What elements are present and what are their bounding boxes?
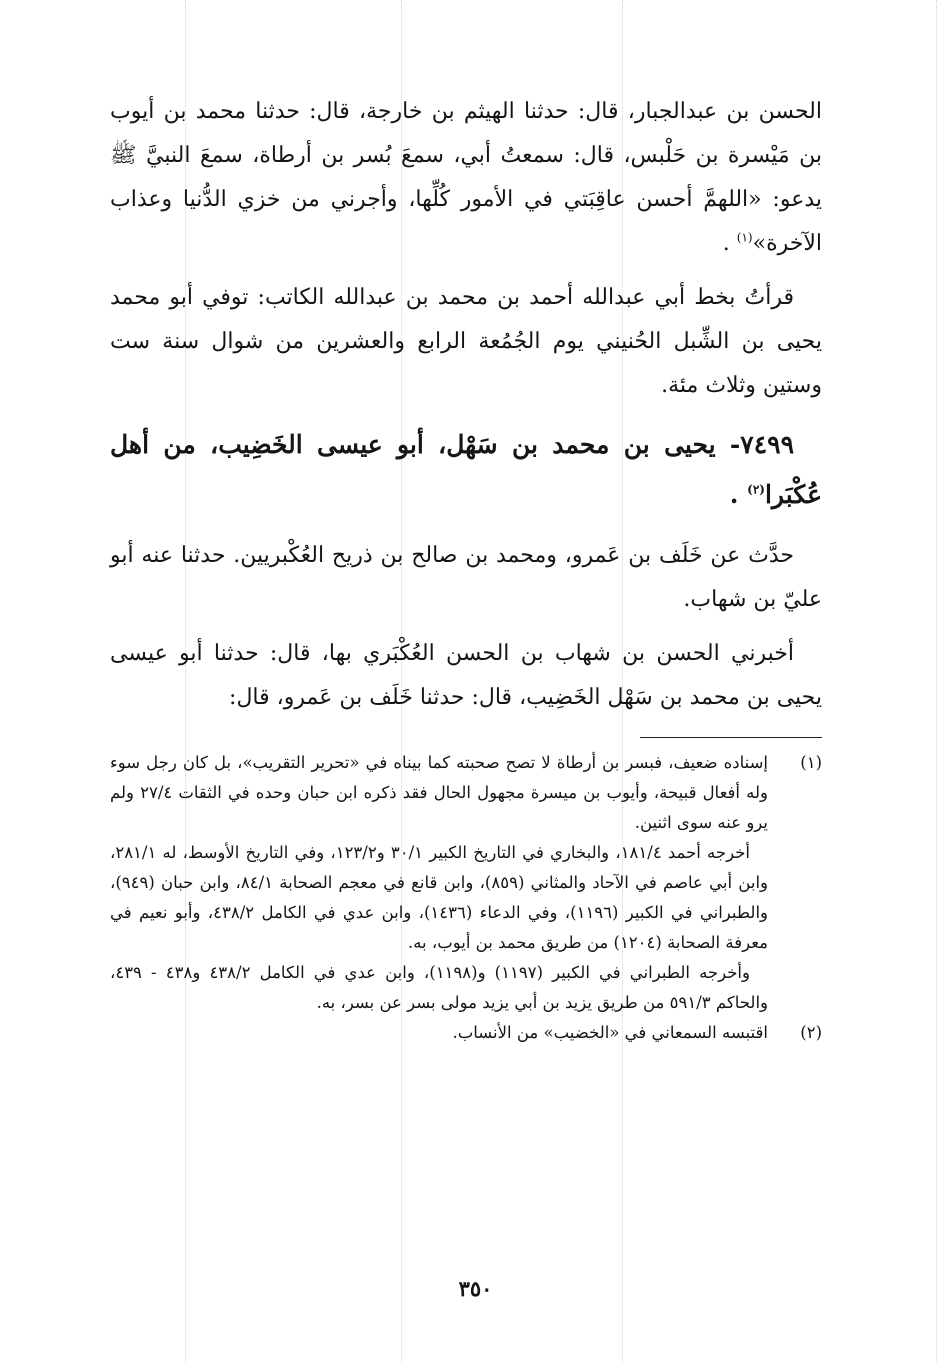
footnote-1	[110, 748, 822, 1018]
footnote-text: وأخرجه الطبراني في الكبير (١١٩٧) و(١١٩٨)، وابن عدي في الكامل ٤٣٨/٢ و٤٣٨ - ٤٣٩، والحاكم ٥٩١/٣ من طريق يزيد بن أبي يزيد مولى بسر عن بسر، به.	[110, 963, 768, 1012]
paragraph-end: .	[722, 231, 737, 256]
paragraph-text: الحسن بن عبدالجبار، قال: حدثنا الهيثم بن خارجة، قال: حدثنا محمد بن أيوب بن مَيْسرة بن حَلْبس، قال: سمعتُ أبي، سمعَ بُسر بن أرطاة، سمعَ النبيَّ ﷺ يدعو: «اللهمَّ أحسن عاقِبَتي في الأمور كُلِّها، وأجرني من خزي الدُّنيا وعذاب الآخرة»	[110, 99, 822, 256]
footnote-number: (٢)	[800, 1023, 822, 1042]
paragraph-narrators	[110, 534, 822, 622]
paragraph-text: قرأتُ بخط أبي عبدالله أحمد بن محمد بن عبدالله الكاتب: توفي أبو محمد يحيى بن الشِّبل الحُنيني يوم الجُمُعة الرابع والعشرين من شوال سنة ست وستين وثلاث مئة.	[110, 285, 822, 398]
footnote-text: إسناده ضعيف، فبسر بن أرطاة لا تصح صحبته كما بيناه في «تحرير التقريب»، بل كان رجل سوء وله أفعال قبيحة، وأيوب بن ميسرة مجهول الحال فقد ذكره ابن حبان وحده في الثقات ٢٧/٤ ولم يرو عنه سوى اثنين.	[110, 753, 768, 832]
paragraph-hadith-chain	[110, 90, 822, 266]
entry-end: .	[729, 480, 748, 509]
footnote-separator	[640, 737, 822, 738]
footnotes-section	[110, 748, 822, 1048]
footnote-reference: (٢)	[747, 482, 765, 497]
footnote-text: أخرجه أحمد ١٨١/٤، والبخاري في التاريخ الكبير ٣٠/١ و١٢٣/٢، وفي التاريخ الأوسط، له ٢٨١/١، وابن أبي عاصم في الآحاد والمثاني (٨٥٩)، وابن قانع في معجم الصحابة ٨٤/١، وابن حبان (٩٤٩)، والطبراني في الكبير (١١٩٦)، وفي الدعاء (١٤٣٦)، وابن عدي في الكامل ٤٣٨/٢، وأبو نعيم في معرفة الصحابة (١٢٠٤) من طريق محمد بن أيوب، به.	[110, 843, 769, 952]
scan-artifact-line	[936, 0, 937, 1362]
footnote-text: اقتبسه السمعاني في «الخضيب» من الأنساب.	[452, 1023, 768, 1042]
footnote-reference: (١)	[736, 230, 753, 245]
paragraph-isnad	[110, 632, 822, 720]
footnote-2	[110, 1018, 822, 1048]
biography-entry-heading	[110, 420, 822, 520]
footnote-number: (١)	[800, 753, 822, 772]
paragraph-death-note	[110, 276, 822, 408]
paragraph-text: حدَّث عن خَلَف بن عَمرو، ومحمد بن صالح بن ذريح العُكْبريين. حدثنا عنه أبو عليّ بن شهاب.	[110, 543, 822, 612]
entry-title: ٧٤٩٩- يحيى بن محمد بن سَهْل، أبو عيسى الخَضِيب، من أهل عُكْبَرا	[110, 430, 822, 509]
paragraph-text: أخبرني الحسن بن شهاب بن الحسن العُكْبَري بها، قال: حدثنا أبو عيسى يحيى بن محمد بن سَهْل الخَضِيب، قال: حدثنا خَلَف بن عَمرو، قال:	[110, 641, 822, 710]
page-number: ٣٥٠	[458, 1276, 493, 1301]
